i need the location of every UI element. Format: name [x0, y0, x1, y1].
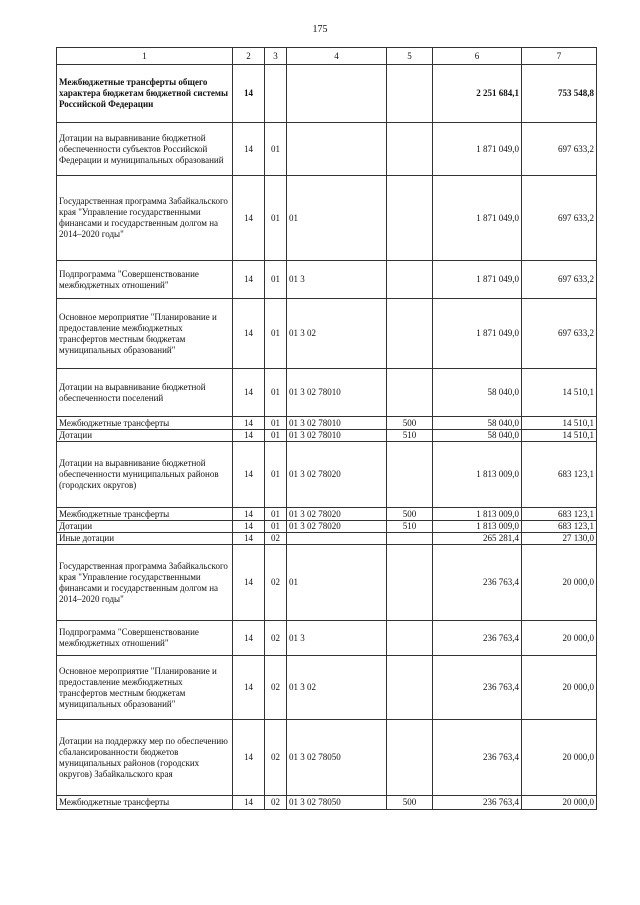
row-description: Дотации на выравнивание бюджетной обеспеченности субъектов Российской Федерации и муниципальных образований [57, 123, 233, 176]
amount-value: 697 633,2 [522, 176, 597, 261]
subsection-code: 01 [265, 508, 287, 521]
target-article-code: 01 3 02 78010 [287, 430, 387, 442]
row-description: Межбюджетные трансферты [57, 417, 233, 430]
page-number: 175 [312, 24, 328, 35]
row-description: Иные дотации [57, 533, 233, 545]
amount-value: 753 548,8 [522, 65, 597, 123]
target-article-code: 01 3 02 [287, 656, 387, 720]
section-code: 14 [233, 442, 265, 508]
amount-value: 265 281,4 [433, 533, 522, 545]
target-article-code: 01 3 02 [287, 299, 387, 369]
target-article-code: 01 3 02 78020 [287, 508, 387, 521]
subsection-code: 01 [265, 261, 287, 299]
section-code: 14 [233, 369, 265, 417]
amount-value: 683 123,1 [522, 521, 597, 533]
expense-type-code [387, 621, 433, 656]
target-article-code: 01 3 02 78010 [287, 417, 387, 430]
amount-value: 1 813 009,0 [433, 521, 522, 533]
amount-value: 236 763,4 [433, 656, 522, 720]
expense-type-code [387, 545, 433, 621]
amount-value: 58 040,0 [433, 369, 522, 417]
row-description: Государственная программа Забайкальского края "Управление государственными финансами и государственным долгом на 2014–2020 годы" [57, 176, 233, 261]
subsection-code: 01 [265, 299, 287, 369]
subsection-code: 02 [265, 545, 287, 621]
table-row [57, 796, 597, 810]
row-description: Дотации на выравнивание бюджетной обеспеченности муниципальных районов (городских округов) [57, 442, 233, 508]
column-header: 2 [233, 48, 265, 65]
section-code: 14 [233, 796, 265, 810]
table-row [57, 521, 597, 533]
amount-value: 697 633,2 [522, 299, 597, 369]
amount-value: 14 510,1 [522, 417, 597, 430]
subsection-code: 01 [265, 123, 287, 176]
target-article-code: 01 [287, 176, 387, 261]
target-article-code: 01 3 [287, 261, 387, 299]
amount-value: 58 040,0 [433, 430, 522, 442]
expense-type-code: 500 [387, 417, 433, 430]
expense-type-code: 500 [387, 508, 433, 521]
section-code: 14 [233, 545, 265, 621]
expense-type-code [387, 176, 433, 261]
amount-value: 1 871 049,0 [433, 299, 522, 369]
subsection-code: 01 [265, 176, 287, 261]
table-row [57, 65, 597, 123]
amount-value: 20 000,0 [522, 656, 597, 720]
expense-type-code [387, 369, 433, 417]
section-code: 14 [233, 508, 265, 521]
table-row [57, 369, 597, 417]
row-description: Межбюджетные трансферты общего характера бюджетам бюджетной системы Российской Федерации [57, 65, 233, 123]
expense-type-code [387, 720, 433, 796]
amount-value: 20 000,0 [522, 796, 597, 810]
target-article-code [287, 533, 387, 545]
row-description: Межбюджетные трансферты [57, 796, 233, 810]
column-header: 1 [57, 48, 233, 65]
row-description: Подпрограмма "Совершенствование межбюджетных отношений" [57, 621, 233, 656]
subsection-code: 01 [265, 417, 287, 430]
subsection-code [265, 65, 287, 123]
amount-value: 683 123,1 [522, 442, 597, 508]
section-code: 14 [233, 656, 265, 720]
table-row [57, 533, 597, 545]
subsection-code: 02 [265, 656, 287, 720]
table-row [57, 261, 597, 299]
column-header: 7 [522, 48, 597, 65]
section-code: 14 [233, 417, 265, 430]
row-description: Подпрограмма "Совершенствование межбюджетных отношений" [57, 261, 233, 299]
target-article-code: 01 3 02 78050 [287, 720, 387, 796]
row-description: Межбюджетные трансферты [57, 508, 233, 521]
table-row [57, 442, 597, 508]
table-row [57, 176, 597, 261]
table-row [57, 545, 597, 621]
amount-value: 236 763,4 [433, 720, 522, 796]
table-row [57, 299, 597, 369]
amount-value: 27 130,0 [522, 533, 597, 545]
column-header: 5 [387, 48, 433, 65]
amount-value: 20 000,0 [522, 621, 597, 656]
row-description: Основное мероприятие "Планирование и предоставление межбюджетных трансфертов местным бюджетам муниципальных образований" [57, 299, 233, 369]
subsection-code: 01 [265, 442, 287, 508]
table-row [57, 656, 597, 720]
target-article-code: 01 3 02 78020 [287, 442, 387, 508]
subsection-code: 01 [265, 369, 287, 417]
subsection-code: 01 [265, 430, 287, 442]
table-header-row [57, 48, 597, 65]
expense-type-code [387, 261, 433, 299]
target-article-code: 01 3 [287, 621, 387, 656]
column-header: 6 [433, 48, 522, 65]
row-description: Дотации [57, 430, 233, 442]
subsection-code: 02 [265, 796, 287, 810]
amount-value: 1 871 049,0 [433, 176, 522, 261]
expense-type-code [387, 123, 433, 176]
amount-value: 1 813 009,0 [433, 442, 522, 508]
table-row [57, 430, 597, 442]
amount-value: 1 871 049,0 [433, 123, 522, 176]
section-code: 14 [233, 533, 265, 545]
budget-table [56, 47, 597, 810]
expense-type-code [387, 299, 433, 369]
column-header: 4 [287, 48, 387, 65]
section-code: 14 [233, 261, 265, 299]
column-header: 3 [265, 48, 287, 65]
row-description: Дотации на выравнивание бюджетной обеспеченности поселений [57, 369, 233, 417]
row-description: Государственная программа Забайкальского края "Управление государственными финансами и государственным долгом на 2014–2020 годы" [57, 545, 233, 621]
row-description: Дотации на поддержку мер по обеспечению сбалансированности бюджетов муниципальных районов (городских округов) Забайкальского края [57, 720, 233, 796]
row-description: Основное мероприятие "Планирование и предоставление межбюджетных трансфертов местным бюджетам муниципальных образований" [57, 656, 233, 720]
target-article-code [287, 65, 387, 123]
target-article-code [287, 123, 387, 176]
expense-type-code [387, 442, 433, 508]
section-code: 14 [233, 123, 265, 176]
amount-value: 14 510,1 [522, 369, 597, 417]
section-code: 14 [233, 299, 265, 369]
amount-value: 1 871 049,0 [433, 261, 522, 299]
amount-value: 236 763,4 [433, 545, 522, 621]
expense-type-code [387, 65, 433, 123]
section-code: 14 [233, 65, 265, 123]
subsection-code: 02 [265, 621, 287, 656]
amount-value: 20 000,0 [522, 720, 597, 796]
amount-value: 236 763,4 [433, 621, 522, 656]
amount-value: 236 763,4 [433, 796, 522, 810]
row-description: Дотации [57, 521, 233, 533]
target-article-code: 01 [287, 545, 387, 621]
expense-type-code [387, 656, 433, 720]
table-row [57, 417, 597, 430]
target-article-code: 01 3 02 78050 [287, 796, 387, 810]
amount-value: 20 000,0 [522, 545, 597, 621]
section-code: 14 [233, 621, 265, 656]
subsection-code: 02 [265, 720, 287, 796]
expense-type-code [387, 533, 433, 545]
target-article-code: 01 3 02 78010 [287, 369, 387, 417]
amount-value: 58 040,0 [433, 417, 522, 430]
section-code: 14 [233, 176, 265, 261]
section-code: 14 [233, 720, 265, 796]
section-code: 14 [233, 430, 265, 442]
expense-type-code: 500 [387, 796, 433, 810]
table-row [57, 508, 597, 521]
expense-type-code: 510 [387, 430, 433, 442]
amount-value: 697 633,2 [522, 123, 597, 176]
amount-value: 2 251 684,1 [433, 65, 522, 123]
subsection-code: 02 [265, 533, 287, 545]
subsection-code: 01 [265, 521, 287, 533]
expense-type-code: 510 [387, 521, 433, 533]
section-code: 14 [233, 521, 265, 533]
amount-value: 697 633,2 [522, 261, 597, 299]
table-row [57, 123, 597, 176]
target-article-code: 01 3 02 78020 [287, 521, 387, 533]
amount-value: 14 510,1 [522, 430, 597, 442]
table-row [57, 720, 597, 796]
amount-value: 1 813 009,0 [433, 508, 522, 521]
table-row [57, 621, 597, 656]
amount-value: 683 123,1 [522, 508, 597, 521]
